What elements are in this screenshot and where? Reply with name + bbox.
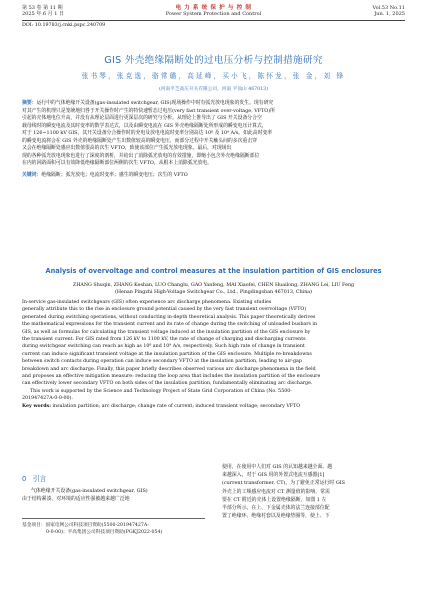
abstract-cn-line: 又会在绝缘隔断处感应出数值很高的次生 VFTO，致使该部位产生弧光放电现象。最后，对现场出 <box>22 145 232 151</box>
abstract-cn-line: 对其产生的机理只是笼统地归咎于开关操作时产生的特快速暂态过电压(very fast transient over-voltage, VFTO)所 <box>22 107 276 114</box>
authors-cn: 张书琴，张克逸，骆常璐，高延峰，买小飞，陈怀龙，张 金，刘 锋 <box>81 72 346 80</box>
abstract-en-line: breakdown and arc discharge. Finally, this paper briefly describes observed various arc discharge phenomena in the field <box>22 366 316 372</box>
abstract-cn-line: 运行中的气体绝缘开关设备(gas-insulated switchgear, GIS)现场操作中时有弧光放电现象的发生。现有研究 <box>36 100 274 106</box>
header-rule <box>22 20 405 21</box>
header-volume-en <box>372 5 405 18</box>
abstract-en-line: and proposes an effective mitigation measure: reducing the loop area that includes the insulation partition of the enclosure <box>22 374 321 380</box>
abstract-cn-line: 对于 126~1100 kV GIS，其开关设备分合操作时的充电及放电电流时变率分别高达 10⁸ 及 10⁹ A/s。如此高时变率 <box>22 130 273 136</box>
authors-en: ZHANG Shuqin, ZHANG Keshan, LUO Changlu, GAO Yanfeng, MAI Xiaofei, CHEN Huailong, ZHANG Lei, LIU Feng <box>72 283 355 288</box>
abstract-cn-line: 引起的壳体地电位升高，并没有从理论层面进行更深层次的研究与分析。从理论上推导出了 GIS 开关设备分合空 <box>22 115 262 121</box>
journal-name-en: Power System Protection and Control <box>165 11 262 18</box>
abstract-en-line: between switch contacts during operation can induce secondary VFTO at the insulation partition, leading to air-gap <box>22 359 302 365</box>
abstract-en-line: generally attribute this to the rise in enclosure ground potential caused by the very fast transient overvoltage (VFTO) <box>22 307 307 313</box>
doi[interactable]: DOI: 10.19783/j.cnki.pspc.240709 <box>22 23 106 28</box>
body-line: 置了绝缘环、绝缘衬套以及绝缘垫圈等，使上、下 <box>222 513 330 520</box>
authors-en-block <box>0 283 427 297</box>
abstract-en-line: the mathematical expressions for the transient current and its rate of change during the switching of unloaded busbars in <box>22 322 317 328</box>
funding-footnote <box>22 518 205 537</box>
abstract-en <box>22 299 405 410</box>
volume-cn: 第 53 卷 第 11 期 <box>22 5 63 11</box>
funding-line: 0-0-00)；平高集团公司科技项目资助(PGKJ2022-054) <box>46 530 163 536</box>
support-en-line: This work is supported by the Science and Technology Project of State Grid Corporation of China (No. 5500- <box>30 388 292 394</box>
header-journal <box>0 5 427 18</box>
affiliation-cn: (河南平芝高压开关有限公司，河南 平顶山 467013) <box>159 87 268 92</box>
body-right-column <box>222 463 405 520</box>
abstract-en-line: generated during switching operations, without conducting in-depth theoretical analysis. This paper theoretically derives <box>22 314 316 320</box>
abstract-en-line: current can induce significant transient voltage at the insulation partition of the GIS enclosure. Multiple re-breakdowns <box>22 351 312 357</box>
section-heading <box>22 473 46 483</box>
abstract-cn-line: 在内的回路面积可以有效降低绝缘隔断部位两侧的次生 VFTO，从根本上消除弧光放电。 <box>22 160 212 166</box>
body-line: (current transformer, CT)，为了避免正常运行时 GIS <box>222 480 346 487</box>
support-en-line: 201947427A-0-0-00). <box>22 396 73 402</box>
date-en: Jun. 1, 2025 <box>374 11 405 18</box>
body-left-column <box>22 487 205 503</box>
body-line: 使用，在使用中人们对 GIS 的认知越来越全面、越 <box>222 464 333 470</box>
body-line: 气体绝缘开关设备(gas-insulated switchgear, GIS) <box>31 488 148 494</box>
paper-title-cn: GIS 外壳绝缘隔断处的过电压分析与控制措施研究 <box>104 55 323 66</box>
body-line: 要在 CT 附近的壳体上设置绝缘隔断，如图 1 左 <box>222 496 327 503</box>
abstract-en-line: can effectively lower secondary VFTO on both sides of the insulation partition, fundamentally eliminating arc discharge. <box>22 381 313 387</box>
paper-title-en: Analysis of overvoltage and control measures at the insulation partition of GIS enclosures <box>45 267 382 275</box>
abstract-cn-line: 载母线时的瞬变电流及其时变率的数学表达式，以及由瞬变电流在 GIS 外壳绝缘隔断处所形成的瞬变电压计算式， <box>22 122 267 129</box>
body-line: 外壳上的工频感应电流对 CT 测量值的影响，常需 <box>222 488 330 495</box>
body-line: 半部分所示。在上、下金属壳体的法兰连接部位配 <box>222 505 330 512</box>
date-cn: 2025 年 6 月 1 日 <box>22 11 65 18</box>
abstract-en-line: the transient current. For GIS rated from 126 kV to 1100 kV, the rate of change of charging and discharging currents <box>22 337 306 343</box>
keywords-cn-text: 绝缘隔断；弧光放电；电流时变率；感生的瞬变电压；次生的 VFTO <box>41 172 188 178</box>
abstract-cn <box>22 100 405 168</box>
keywords-cn-label: 关键词： <box>22 172 42 178</box>
body-line: 来越深入，对于 GIS 用的外置式电流互感器[1] <box>222 472 325 479</box>
abstract-cn-label: 摘要： <box>22 100 37 106</box>
abstract-en-line: during switchgear switching can reach as high as 10⁸ and 10⁹ A/s, respectively. Such high rate of change in transient <box>22 344 305 350</box>
keywords-en-text: insulation partition; arc discharge; change rate of current; induced transient voltage; secondary VFTO <box>52 403 301 409</box>
abstract-en-line: GIS, as well as formulas for calculating the transient voltage induced at the insulation partition of the GIS enclosure by <box>22 329 311 335</box>
section-title: 引言 <box>32 475 47 483</box>
keywords-cn <box>22 172 405 180</box>
volume-en: Vol.53 No.11 <box>372 5 405 11</box>
journal-name-cn: 电 力 系 统 保 护 与 控 制 <box>175 5 252 11</box>
abstract-cn-line: 现的各种弧光放电现象也进行了深度的剖析，并给出了消除弧光放电的有效措施，即缩小包含外壳绝缘隔断部位 <box>22 152 260 159</box>
abstract-cn-line: 的瞬变电流将会在 GIS 外壳的绝缘隔断处产生出数值较高的瞬变电压，而部分过程中开关触头间的多次重击穿 <box>22 137 257 144</box>
abstract-en-line: In-service gas-insulated switchgears (GIS) often experience arc discharge phenomena. Existing studies <box>22 300 272 305</box>
funding-line: 基金项目：国家电网公司科技项目资助(5500-201947427A- <box>22 523 149 528</box>
body-line: 由于结构紧凑、对环境的适应性强被越来越广泛地 <box>22 496 130 503</box>
affiliation-en: (Henan Pingzhi High-Voltage Switchgear Co., Ltd., Pingdingshan 467013, China) <box>114 289 313 295</box>
keywords-en-label: Key words: <box>22 403 51 409</box>
section-number: 0 <box>22 475 27 483</box>
